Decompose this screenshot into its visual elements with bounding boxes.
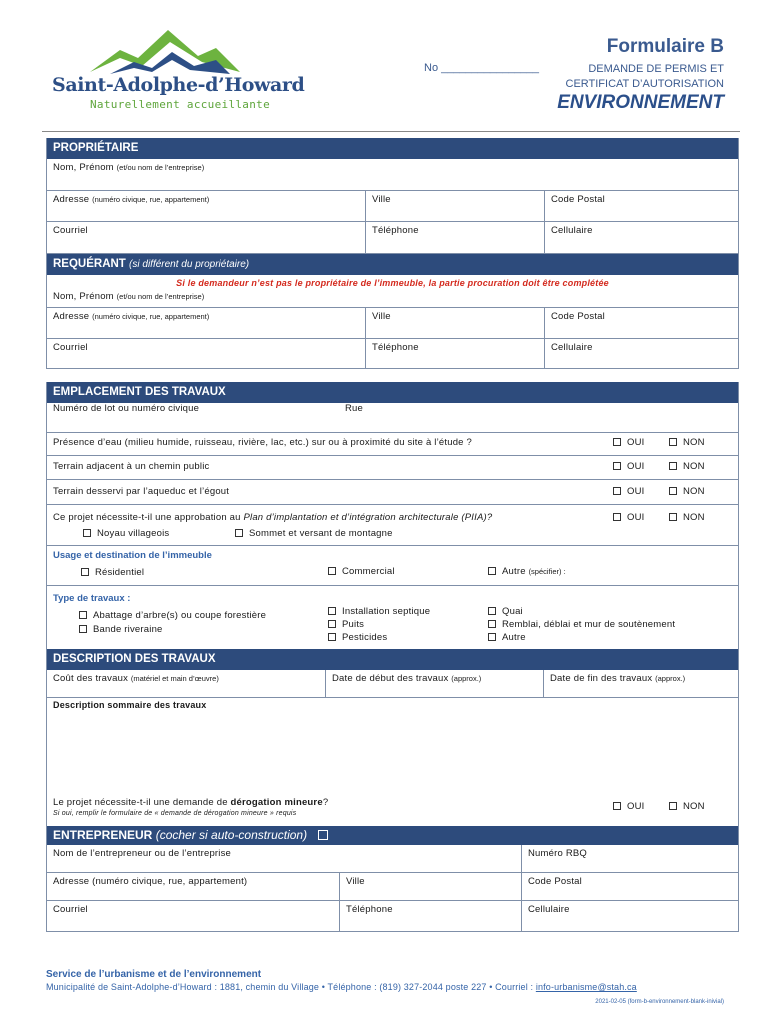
option-hint: (spécifier) :: [528, 567, 566, 576]
question-text: Ce projet nécessite-t-il une approbation au: [53, 512, 241, 523]
checkbox-icon: [328, 633, 336, 641]
applicant-postal-field[interactable]: [544, 308, 738, 338]
autre-travaux-checkbox[interactable]: [488, 632, 526, 643]
aqueduct-non-checkbox[interactable]: [669, 486, 705, 497]
row-divider: [47, 585, 738, 586]
owner-name-field[interactable]: [47, 159, 738, 190]
aqueduct-oui-checkbox[interactable]: [613, 486, 645, 497]
option-label: Commercial: [342, 566, 395, 577]
type-title: Type de travaux :: [53, 593, 131, 604]
street-field[interactable]: Rue: [345, 403, 364, 414]
question-water: Présence d’eau (milieu humide, ruisseau, rivière, lac, etc.) sur ou à proximité du site à l’étude ?: [53, 437, 472, 448]
field-label: Courriel: [53, 342, 88, 353]
autre-usage-checkbox[interactable]: [488, 566, 566, 577]
field-label: Cellulaire: [551, 342, 593, 353]
checkbox-icon: [328, 567, 336, 575]
contractor-address-field[interactable]: [47, 873, 339, 900]
contractor-phone-field[interactable]: [339, 901, 521, 931]
checkbox-icon: [613, 438, 621, 446]
footer-address: [46, 982, 637, 992]
field-label: Numéro RBQ: [528, 848, 588, 859]
request-type: [566, 62, 725, 92]
option-label: Bande riveraine: [93, 624, 163, 635]
form-category: ENVIRONNEMENT: [557, 92, 724, 113]
logo-title: Saint-Adolphe-d’Howard: [52, 74, 305, 96]
field-label: Date de fin des travaux: [550, 673, 653, 684]
proxy-warning: Si le demandeur n’est pas le propriétaire de l’immeuble, la partie procuration doit être complétée: [176, 278, 609, 288]
contractor-contact-row: [47, 901, 738, 932]
road-oui-checkbox[interactable]: [613, 461, 645, 472]
applicant-address-field[interactable]: [47, 308, 365, 338]
field-hint: (numéro civique, rue, appartement): [92, 195, 210, 204]
piia-non-checkbox[interactable]: [669, 512, 705, 523]
field-label: Téléphone: [346, 904, 393, 915]
option-label: Remblai, déblai et mur de soutènement: [502, 619, 676, 630]
footer-service: Service de l’urbanisme et de l’environnement: [46, 969, 262, 980]
checkbox-icon: [669, 438, 677, 446]
field-label: Code Postal: [528, 876, 582, 887]
question-emphasis: dérogation mineure: [230, 797, 323, 808]
question-emphasis: Plan d’implantation et d’intégration architecturale (PIIA)?: [243, 512, 493, 523]
checkbox-icon: [613, 513, 621, 521]
field-label: Code Postal: [551, 194, 605, 205]
field-label: Date de début des travaux: [332, 673, 449, 684]
checkbox-icon: [669, 513, 677, 521]
applicant-name-field[interactable]: [47, 290, 738, 303]
water-non-checkbox[interactable]: [669, 437, 705, 448]
footer-address-text: Municipalité de Saint-Adolphe-d’Howard : 1881, chemin du Village • Téléphone : (819) 327-2044 poste 227 • Courriel :: [46, 982, 534, 992]
field-label: Coût des travaux: [53, 673, 129, 684]
derogation-non-checkbox[interactable]: [669, 801, 705, 812]
section-description: [46, 649, 739, 826]
road-non-checkbox[interactable]: [669, 461, 705, 472]
option-label: Sommet et versant de montagne: [249, 528, 393, 539]
usage-title: Usage et destination de l’immeuble: [53, 550, 212, 561]
mountain-logo-icon: [90, 28, 240, 76]
section-title: PROPRIÉTAIRE: [47, 138, 738, 159]
field-label: Téléphone: [372, 342, 419, 353]
contractor-address-row: [47, 873, 738, 901]
field-label: Adresse: [53, 194, 90, 205]
owner-email-field[interactable]: [47, 222, 365, 253]
owner-name-row[interactable]: [47, 159, 738, 191]
checkbox-icon: [488, 607, 496, 615]
section-title: DESCRIPTION DES TRAVAUX: [47, 649, 738, 670]
option-label: Noyau villageois: [97, 528, 170, 539]
end-date-field[interactable]: [543, 670, 738, 697]
field-label: Cellulaire: [528, 904, 570, 915]
derogation-oui-checkbox[interactable]: [613, 801, 645, 812]
checkbox-icon: [328, 607, 336, 615]
checkbox-icon: [488, 633, 496, 641]
row-divider: [47, 479, 738, 480]
option-label: OUI: [627, 486, 645, 497]
lot-row: [47, 403, 738, 433]
section-title: [47, 254, 738, 275]
section-title-hint: (si différent du propriétaire): [129, 259, 250, 270]
checkbox-icon: [328, 620, 336, 628]
option-label: OUI: [627, 461, 645, 472]
summary-label: Description sommaire des travaux: [53, 700, 207, 710]
form-number-field[interactable]: No ________________: [424, 62, 540, 74]
applicant-mobile-field[interactable]: [544, 339, 738, 368]
lot-field[interactable]: Numéro de lot ou numéro civique: [53, 403, 200, 414]
quai-checkbox[interactable]: [488, 606, 523, 617]
field-label: Ville: [372, 194, 391, 205]
footer-email-link[interactable]: info-urbanisme@stah.ca: [535, 982, 637, 992]
checkbox-icon: [613, 802, 621, 810]
field-label: Courriel: [53, 904, 88, 915]
field-label: Code Postal: [551, 311, 605, 322]
contractor-city-field[interactable]: [339, 873, 521, 900]
checkbox-icon: [613, 462, 621, 470]
contractor-mobile-field[interactable]: [521, 901, 738, 931]
residentiel-checkbox[interactable]: [81, 567, 144, 578]
option-label: Autre: [502, 566, 526, 577]
piia-oui-checkbox[interactable]: [613, 512, 645, 523]
section-proprietaire: [46, 138, 739, 254]
checkbox-icon: [613, 487, 621, 495]
question-aqueduct: Terrain desservi par l’aqueduc et l’égout: [53, 486, 230, 497]
option-label: NON: [683, 801, 705, 812]
section-title-text: ENTREPRENEUR: [53, 828, 153, 842]
section-entrepreneur: [46, 826, 739, 932]
section-requerant: [46, 254, 739, 369]
checkbox-icon: [669, 802, 677, 810]
field-hint: (approx.): [655, 674, 686, 683]
row-divider: [47, 545, 738, 546]
pesticides-checkbox[interactable]: [328, 632, 387, 643]
applicant-address-row: [47, 308, 738, 339]
question-mark: ?: [322, 797, 329, 808]
owner-city-field[interactable]: [365, 191, 544, 221]
field-label: Cellulaire: [551, 225, 593, 236]
owner-postal-field[interactable]: [544, 191, 738, 221]
bande-checkbox[interactable]: [79, 624, 163, 635]
field-hint: (et/ou nom de l’entreprise): [116, 163, 205, 172]
section-title: [47, 826, 738, 845]
contractor-name-field[interactable]: [47, 845, 521, 872]
checkbox-icon: [235, 529, 243, 537]
row-divider: [47, 504, 738, 505]
footer-doc-ref: 2021-02-05 (form-b-environnement-blank-inivial): [595, 999, 724, 1005]
field-label: Nom de l’entrepreneur ou de l’entreprise: [53, 848, 232, 859]
option-label: Abattage d’arbre(s) ou coupe forestière: [93, 610, 267, 621]
option-label: OUI: [627, 512, 645, 523]
option-label: OUI: [627, 801, 645, 812]
start-date-field[interactable]: [325, 670, 543, 697]
field-label: Adresse (numéro civique, rue, appartement): [53, 876, 248, 887]
field-label: Adresse: [53, 311, 90, 322]
owner-mobile-field[interactable]: [544, 222, 738, 253]
owner-address-row: [47, 191, 738, 222]
checkbox-icon: [79, 625, 87, 633]
field-hint: (approx.): [451, 674, 482, 683]
cost-dates-row: [47, 670, 738, 698]
option-label: Installation septique: [342, 606, 431, 617]
checkbox-icon: [83, 529, 91, 537]
municipality-logo: [46, 28, 305, 118]
septique-checkbox[interactable]: [328, 606, 430, 617]
section-title: EMPLACEMENT DES TRAVAUX: [47, 382, 738, 403]
checkbox-icon: [79, 611, 87, 619]
contractor-name-row: [47, 845, 738, 873]
option-label: Pesticides: [342, 632, 388, 643]
applicant-name-row[interactable]: [47, 275, 738, 308]
checkbox-icon: [669, 487, 677, 495]
checkbox-icon: [81, 568, 89, 576]
owner-contact-row: [47, 222, 738, 254]
commercial-checkbox[interactable]: [328, 566, 395, 577]
section-title-hint: (cocher si auto-construction): [155, 828, 308, 842]
applicant-city-field[interactable]: [365, 308, 544, 338]
field-hint: (numéro civique, rue, appartement): [92, 312, 210, 321]
derogation-note: Si oui, remplir le formulaire de « demande de dérogation mineure » requis: [53, 810, 297, 817]
option-label: NON: [683, 461, 705, 472]
form-header: [607, 36, 724, 58]
cost-field[interactable]: [47, 670, 325, 697]
field-label: Ville: [372, 311, 391, 322]
form-title: Formulaire B: [606, 36, 724, 57]
checkbox-icon: [669, 462, 677, 470]
applicant-contact-row: [47, 339, 738, 369]
section-title-text: REQUÉRANT: [53, 258, 126, 270]
summary-textarea[interactable]: [47, 711, 738, 795]
row-divider: [47, 455, 738, 456]
water-oui-checkbox[interactable]: [613, 437, 645, 448]
rbq-field[interactable]: [521, 845, 738, 872]
abattage-checkbox[interactable]: [79, 610, 266, 621]
applicant-email-field[interactable]: [47, 339, 365, 368]
option-label: Quai: [502, 606, 523, 617]
option-label: Résidentiel: [95, 567, 145, 578]
question-text: Le projet nécessite-t-il une demande de: [53, 797, 228, 808]
field-hint: (matériel et main d’œuvre): [130, 674, 219, 683]
field-label: Téléphone: [372, 225, 419, 236]
checkbox-icon: [488, 567, 496, 575]
field-label: Courriel: [53, 225, 88, 236]
contractor-email-field[interactable]: [47, 901, 339, 931]
question-piia: [53, 512, 492, 523]
remblai-checkbox[interactable]: [488, 619, 675, 630]
contractor-postal-field[interactable]: [521, 873, 738, 900]
option-label: OUI: [627, 437, 645, 448]
noyau-checkbox[interactable]: [83, 528, 169, 539]
section-emplacement: [46, 382, 739, 649]
applicant-phone-field[interactable]: [365, 339, 544, 368]
request-type-line2: CERTIFICAT D’AUTORISATION: [565, 78, 724, 90]
question-public-road: Terrain adjacent à un chemin public: [53, 461, 210, 472]
option-label: NON: [683, 486, 705, 497]
auto-construction-checkbox[interactable]: [318, 830, 328, 840]
logo-subtitle: Naturellement accueillante: [90, 98, 270, 111]
header-divider: [42, 131, 740, 132]
field-label: Ville: [346, 876, 365, 887]
puits-checkbox[interactable]: [328, 619, 364, 630]
request-type-line1: DEMANDE DE PERMIS ET: [588, 63, 724, 75]
field-label: Nom, Prénom: [53, 291, 114, 302]
checkbox-icon: [488, 620, 496, 628]
field-hint: (et/ou nom de l’entreprise): [116, 292, 205, 301]
option-label: Autre: [502, 632, 526, 643]
question-derogation: [53, 797, 328, 808]
sommet-checkbox[interactable]: [235, 528, 393, 539]
field-label: Nom, Prénom: [53, 162, 114, 173]
option-label: Puits: [342, 619, 365, 630]
owner-address-field[interactable]: [47, 191, 365, 221]
option-label: NON: [683, 437, 705, 448]
option-label: NON: [683, 512, 705, 523]
owner-phone-field[interactable]: [365, 222, 544, 253]
